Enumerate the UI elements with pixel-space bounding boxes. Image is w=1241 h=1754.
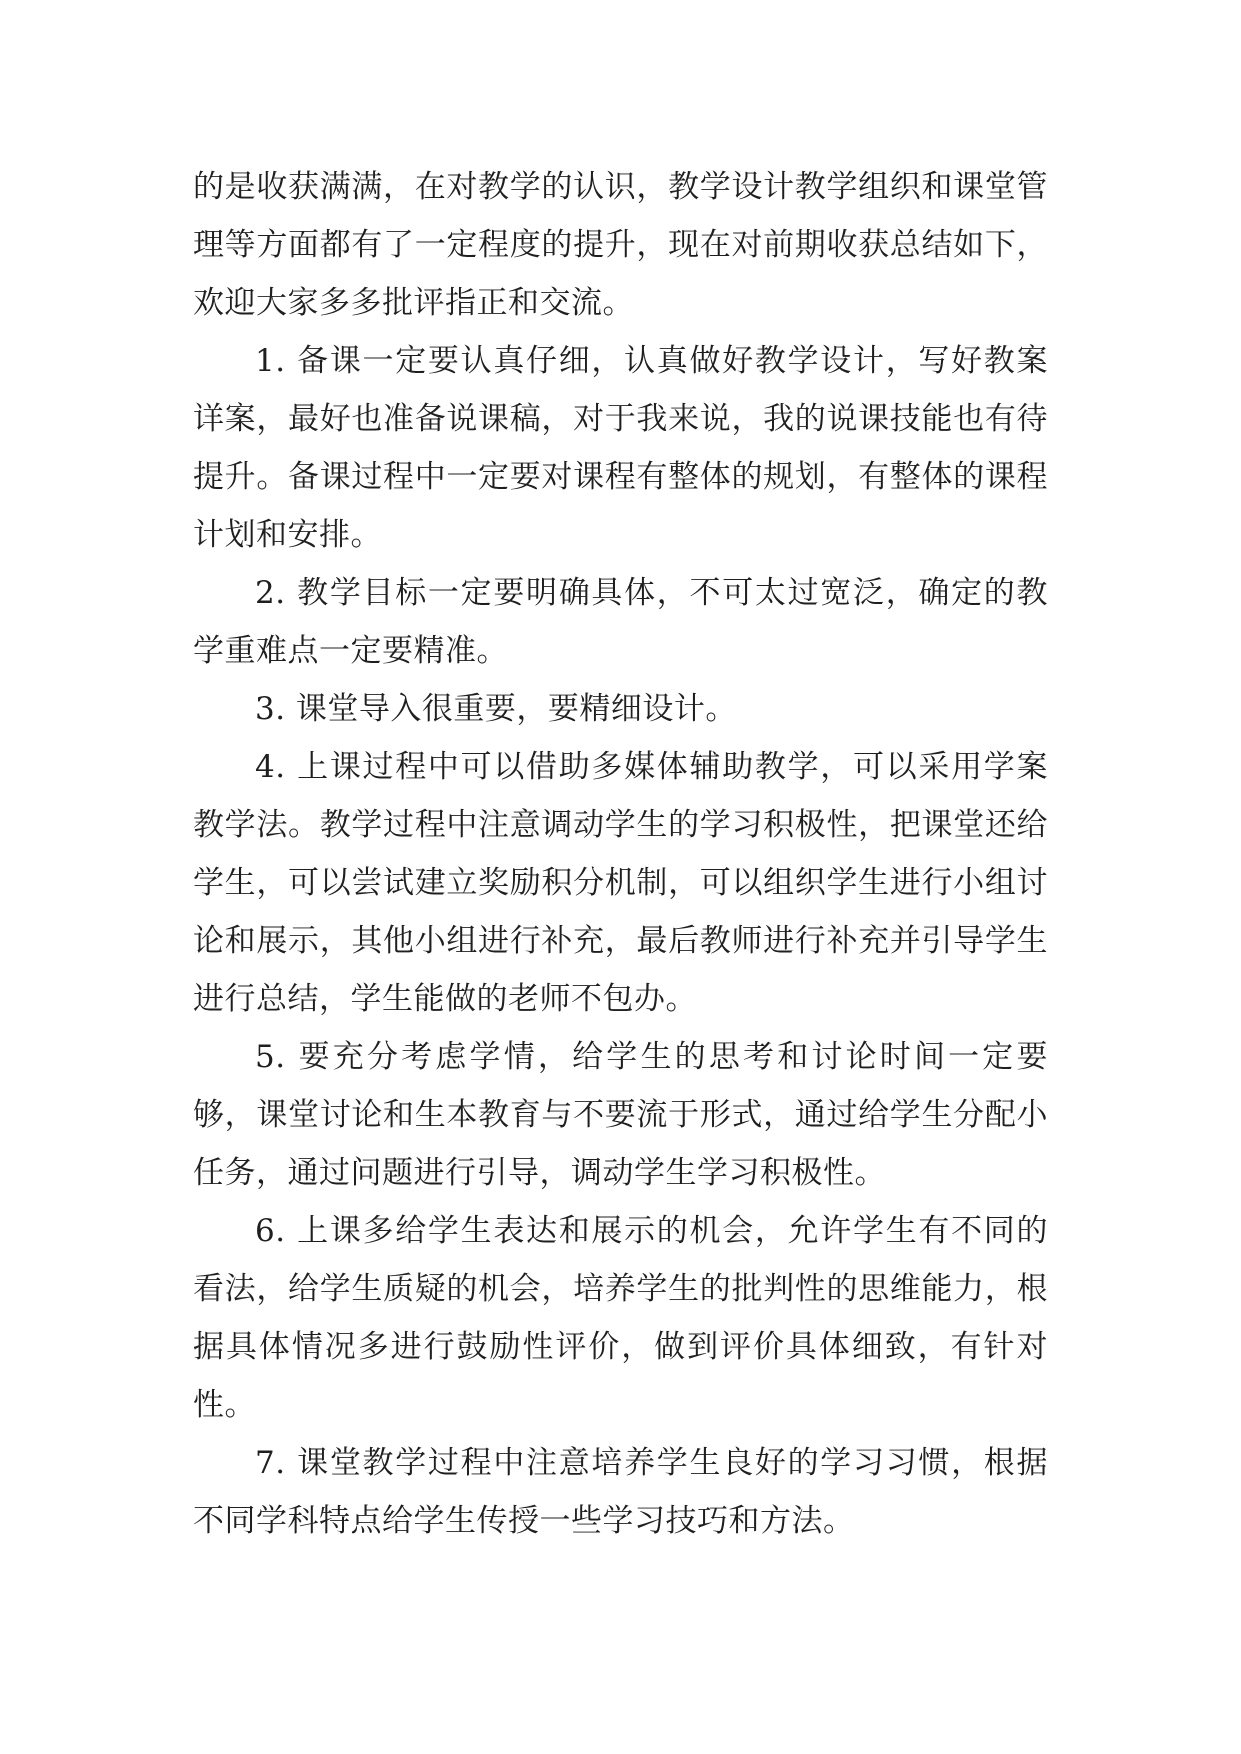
paragraph-item-3: 3. 课堂导入很重要，要精细设计。 [255, 691, 737, 727]
paragraph-continuation: 的是收获满满，在对教学的认识，教学设计教学组织和课堂管理等方面都有了一定程度的提升，现在对前期收获总结如下，欢迎大家多多批评指正和交流。 [193, 169, 1048, 321]
paragraph-item-1: 1. 备课一定要认真仔细，认真做好教学设计，写好教案详案，最好也准备说课稿，对于我来说，我的说课技能也有待提升。备课过程中一定要对课程有整体的规划，有整体的课程计划和安排。 [193, 343, 1048, 553]
paragraph-item-5: 5. 要充分考虑学情，给学生的思考和讨论时间一定要够，课堂讨论和生本教育与不要流于形式，通过给学生分配小任务，通过问题进行引导，调动学生学习积极性。 [193, 1039, 1048, 1191]
paragraph-item-2: 2. 教学目标一定要明确具体，不可太过宽泛，确定的教学重难点一定要精准。 [193, 575, 1048, 669]
paragraph-item-4: 4. 上课过程中可以借助多媒体辅助教学，可以采用学案教学法。教学过程中注意调动学生的学习积极性，把课堂还给学生，可以尝试建立奖励积分机制，可以组织学生进行小组讨论和展示，其他小组进行补充，最后教师进行补充并引导学生进行总结，学生能做的老师不包办。 [193, 749, 1048, 1017]
document-body [193, 158, 1048, 1550]
paragraph-item-6: 6. 上课多给学生表达和展示的机会，允许学生有不同的看法，给学生质疑的机会，培养学生的批判性的思维能力，根据具体情况多进行鼓励性评价，做到评价具体细致，有针对性。 [193, 1213, 1048, 1423]
paragraph-item-7: 7. 课堂教学过程中注意培养学生良好的学习习惯，根据不同学科特点给学生传授一些学习技巧和方法。 [193, 1445, 1048, 1539]
